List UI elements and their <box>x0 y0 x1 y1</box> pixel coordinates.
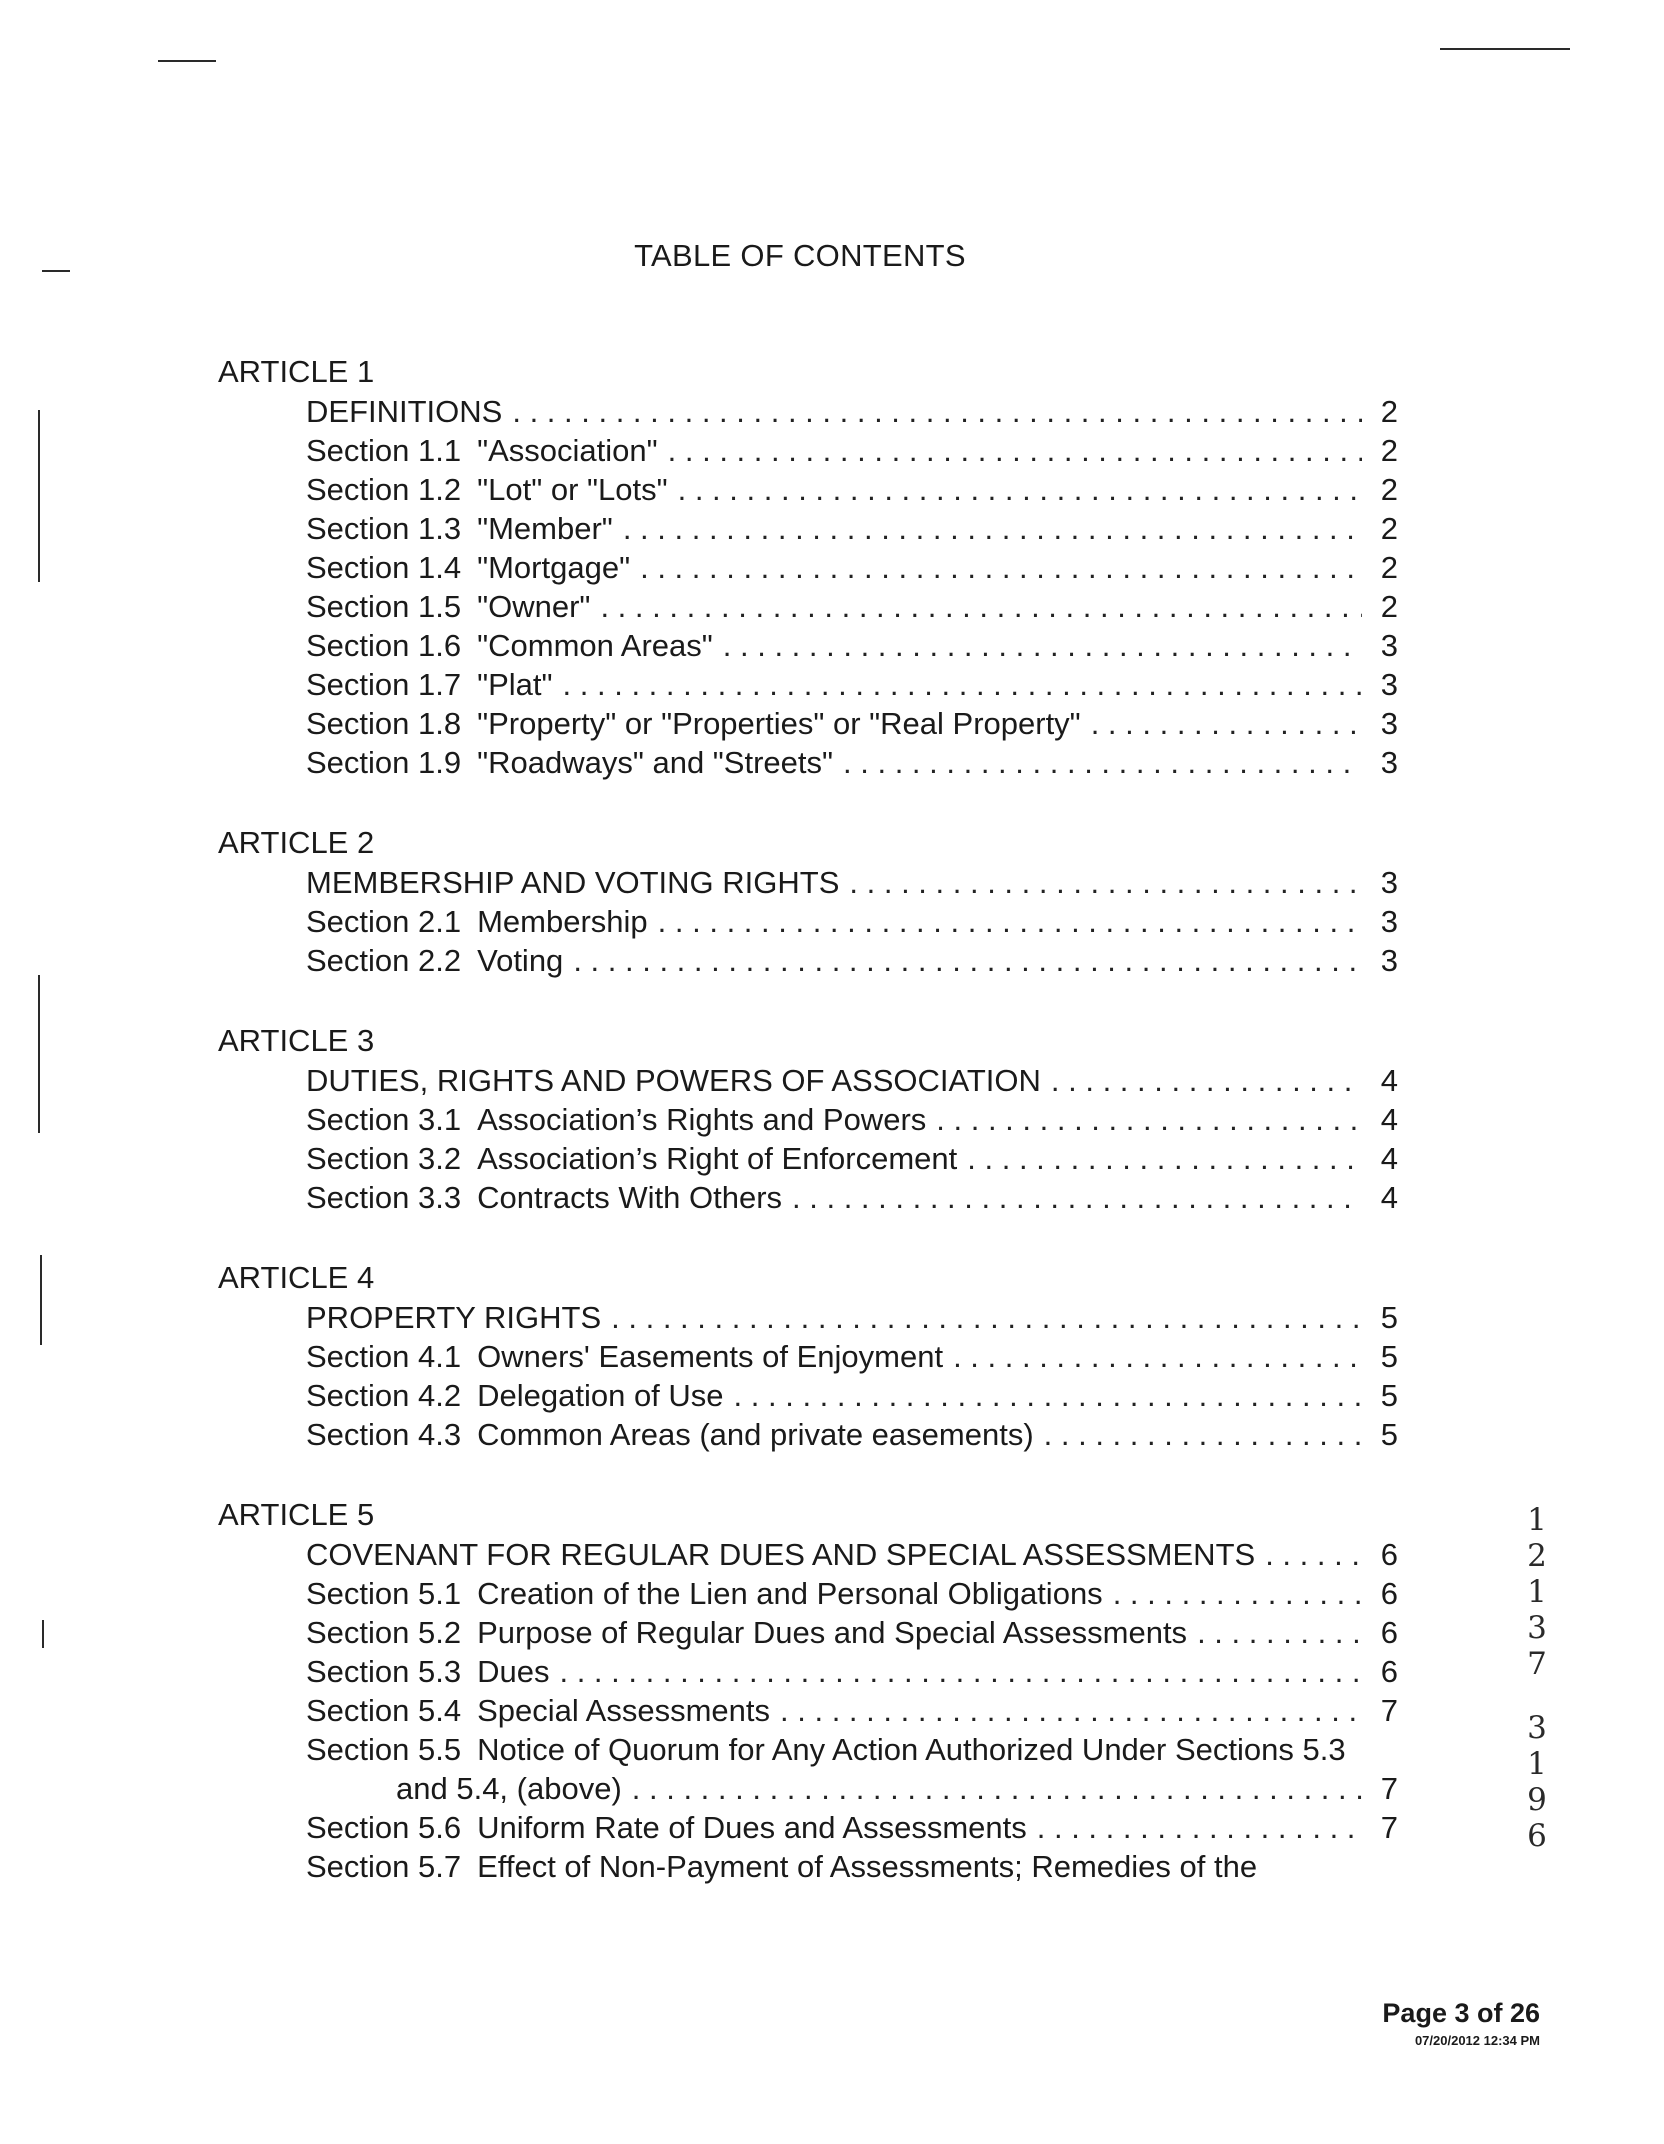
toc-entry-title <box>306 665 553 704</box>
dot-leader <box>1051 1061 1362 1100</box>
section-title: "Roadways" and "Streets" <box>477 745 834 780</box>
section-number: Section 1.2 <box>306 472 462 507</box>
toc-entry-title <box>306 704 1081 743</box>
toc-entry <box>396 1769 1398 1808</box>
toc-entry <box>306 1730 1398 1769</box>
dot-leader <box>559 1652 1362 1691</box>
toc-entry-title <box>306 431 658 470</box>
section-title: Owners' Easements of Enjoyment <box>477 1339 944 1374</box>
section-number: Section 5.2 <box>306 1615 462 1650</box>
page-ref: 2 <box>1380 394 1398 429</box>
section-number: Section 4.2 <box>306 1378 462 1413</box>
side-digit: 2 <box>1527 1538 1547 1574</box>
section-title: Dues <box>477 1654 550 1689</box>
dot-leader <box>1044 1415 1362 1454</box>
section-number: Section 4.3 <box>306 1417 462 1452</box>
section-title: Special Assessments <box>477 1693 771 1728</box>
toc-entry <box>306 1061 1398 1100</box>
toc-entry <box>306 1178 1398 1217</box>
article-block <box>218 1021 1398 1217</box>
section-number: Section 1.5 <box>306 589 462 624</box>
toc-entry-title <box>396 1769 622 1808</box>
page-ref: 2 <box>1380 472 1398 507</box>
article-block <box>218 352 1398 782</box>
toc-entry <box>306 1574 1398 1613</box>
toc-entry-title <box>306 863 839 902</box>
section-title: Membership <box>477 904 648 939</box>
scan-artifact <box>158 60 216 62</box>
side-digit: 1 <box>1527 1574 1547 1610</box>
toc-entry <box>306 704 1398 743</box>
section-title: "Association" <box>477 433 658 468</box>
toc-entry <box>306 470 1398 509</box>
toc-entry <box>306 665 1398 704</box>
page-ref: 2 <box>1380 433 1398 468</box>
section-number: Section 1.1 <box>306 433 462 468</box>
dot-leader <box>512 392 1362 431</box>
page-ref: 5 <box>1380 1339 1398 1374</box>
section-number: Section 5.3 <box>306 1654 462 1689</box>
scan-artifact <box>40 1255 42 1345</box>
dot-leader <box>623 509 1362 548</box>
dot-leader <box>723 626 1362 665</box>
article-block <box>218 823 1398 980</box>
toc-entry-title <box>306 1847 1257 1886</box>
toc-entry-title <box>306 1298 601 1337</box>
toc-entry-title <box>306 1574 1103 1613</box>
section-title: Voting <box>477 943 564 978</box>
side-digit: 6 <box>1527 1818 1547 1854</box>
article-label: ARTICLE 4 <box>218 1260 375 1295</box>
section-title: and 5.4, (above) <box>396 1771 622 1806</box>
page-ref: 2 <box>1380 589 1398 624</box>
dot-leader <box>678 470 1362 509</box>
toc-entry-title <box>306 941 563 980</box>
article-label: ARTICLE 5 <box>218 1497 375 1532</box>
toc-entry-title <box>306 392 502 431</box>
scan-artifact <box>1440 48 1570 50</box>
dot-leader <box>668 431 1362 470</box>
section-number: Section 4.1 <box>306 1339 462 1374</box>
section-title: Association’s Right of Enforcement <box>477 1141 958 1176</box>
toc-entry-title <box>306 1730 1346 1769</box>
toc-entry <box>306 1337 1398 1376</box>
dot-leader <box>780 1691 1362 1730</box>
toc-entry <box>306 1376 1398 1415</box>
scan-artifact <box>42 1620 44 1648</box>
page-ref: 4 <box>1380 1102 1398 1137</box>
section-number: Section 3.1 <box>306 1102 462 1137</box>
toc-entry <box>306 548 1398 587</box>
toc-entry <box>306 509 1398 548</box>
section-number: Section 1.6 <box>306 628 462 663</box>
toc-entry-title <box>306 470 668 509</box>
section-title: DEFINITIONS <box>306 394 503 429</box>
page-ref: 7 <box>1380 1693 1398 1728</box>
toc-entry <box>306 1298 1398 1337</box>
page-ref: 5 <box>1380 1378 1398 1413</box>
section-number: Section 5.5 <box>306 1732 462 1767</box>
section-number: Section 1.3 <box>306 511 462 546</box>
article-label: ARTICLE 1 <box>218 354 375 389</box>
page-ref: 3 <box>1380 667 1398 702</box>
page-ref: 3 <box>1380 706 1398 741</box>
side-digit: 3 <box>1527 1610 1547 1646</box>
toc-entry <box>306 392 1398 431</box>
toc-entry-title <box>306 1178 782 1217</box>
section-title: Association’s Rights and Powers <box>477 1102 927 1137</box>
page-ref: 3 <box>1380 745 1398 780</box>
page-ref: 3 <box>1380 628 1398 663</box>
toc-entry <box>306 1613 1398 1652</box>
page-title: TABLE OF CONTENTS <box>634 238 966 273</box>
toc-entry <box>306 902 1398 941</box>
section-title: DUTIES, RIGHTS AND POWERS OF ASSOCIATION <box>306 1063 1041 1098</box>
section-number: Section 1.9 <box>306 745 462 780</box>
page-ref: 4 <box>1380 1180 1398 1215</box>
section-title: "Mortgage" <box>477 550 631 585</box>
article-block <box>218 1258 1398 1454</box>
section-number: Section 2.2 <box>306 943 462 978</box>
section-number: Section 1.4 <box>306 550 462 585</box>
toc-entry-title <box>306 1535 1255 1574</box>
section-title: Effect of Non-Payment of Assessments; Remedies of the <box>477 1849 1258 1884</box>
article-block <box>218 1495 1398 1886</box>
toc-entry-title <box>306 1691 770 1730</box>
toc-entry <box>306 1535 1398 1574</box>
section-title: "Common Areas" <box>477 628 713 663</box>
section-title: MEMBERSHIP AND VOTING RIGHTS <box>306 865 840 900</box>
page-ref: 6 <box>1380 1615 1398 1650</box>
section-title: Purpose of Regular Dues and Special Assessments <box>477 1615 1188 1650</box>
page-ref: 4 <box>1380 1063 1398 1098</box>
side-digit <box>1522 1682 1552 1710</box>
side-digit: 3 <box>1527 1710 1547 1746</box>
page-ref: 5 <box>1380 1300 1398 1335</box>
toc-entry-title <box>306 1652 549 1691</box>
page-ref: 3 <box>1380 904 1398 939</box>
page-ref: 6 <box>1380 1654 1398 1689</box>
dot-leader <box>1113 1574 1362 1613</box>
toc-entry-title <box>306 1337 943 1376</box>
toc-entry <box>306 626 1398 665</box>
scan-artifact <box>38 975 40 1133</box>
toc-entry-title <box>306 1139 957 1178</box>
toc-entry <box>306 1691 1398 1730</box>
scan-artifact <box>38 410 40 582</box>
toc-entry <box>306 941 1398 980</box>
toc-entry <box>306 1100 1398 1139</box>
table-of-contents <box>218 352 1398 1927</box>
toc-entry <box>306 1652 1398 1691</box>
section-title: Uniform Rate of Dues and Assessments <box>477 1810 1027 1845</box>
dot-leader <box>563 665 1362 704</box>
section-number: Section 5.1 <box>306 1576 462 1611</box>
page-ref: 5 <box>1380 1417 1398 1452</box>
toc-entry-title <box>306 548 630 587</box>
dot-leader <box>936 1100 1362 1139</box>
page-ref: 4 <box>1380 1141 1398 1176</box>
dot-leader <box>611 1298 1362 1337</box>
toc-entry <box>306 1139 1398 1178</box>
dot-leader <box>843 743 1362 782</box>
dot-leader <box>953 1337 1362 1376</box>
page-ref: 6 <box>1380 1576 1398 1611</box>
section-number: Section 1.7 <box>306 667 462 702</box>
section-title: "Lot" or "Lots" <box>477 472 668 507</box>
side-document-number <box>1522 1502 1552 1854</box>
toc-entry-title <box>306 1613 1187 1652</box>
toc-entry <box>306 587 1398 626</box>
page-ref: 7 <box>1380 1771 1398 1806</box>
section-number: Section 2.1 <box>306 904 462 939</box>
section-number: Section 5.6 <box>306 1810 462 1845</box>
toc-entry-title <box>306 587 590 626</box>
dot-leader <box>734 1376 1362 1415</box>
section-title: Delegation of Use <box>477 1378 724 1413</box>
section-title: PROPERTY RIGHTS <box>306 1300 602 1335</box>
page-ref: 6 <box>1380 1537 1398 1572</box>
article-label: ARTICLE 3 <box>218 1023 375 1058</box>
toc-entry-title <box>306 1376 724 1415</box>
dot-leader <box>1197 1613 1362 1652</box>
toc-entry-title <box>306 626 713 665</box>
section-number: Section 1.8 <box>306 706 462 741</box>
dot-leader <box>1265 1535 1362 1574</box>
section-number: Section 5.7 <box>306 1849 462 1884</box>
toc-entry-title <box>306 1061 1041 1100</box>
toc-entry-title <box>306 1808 1027 1847</box>
print-timestamp: 07/20/2012 12:34 PM <box>1414 2033 1540 2048</box>
section-title: "Owner" <box>477 589 591 624</box>
side-digit: 9 <box>1527 1782 1547 1818</box>
side-digit: 1 <box>1527 1502 1547 1538</box>
page-ref: 2 <box>1380 511 1398 546</box>
section-title: "Plat" <box>477 667 553 702</box>
toc-entry-title <box>306 509 613 548</box>
dot-leader <box>967 1139 1362 1178</box>
footer <box>1382 1998 1540 2048</box>
toc-entry-title <box>306 1415 1034 1454</box>
section-title: "Property" or "Properties" or "Real Property" <box>477 706 1081 741</box>
dot-leader <box>1037 1808 1362 1847</box>
toc-entry <box>306 743 1398 782</box>
section-number: Section 3.2 <box>306 1141 462 1176</box>
dot-leader <box>600 587 1362 626</box>
dot-leader <box>849 863 1362 902</box>
page-ref: 2 <box>1380 550 1398 585</box>
page-ref: 3 <box>1380 865 1398 900</box>
dot-leader <box>658 902 1362 941</box>
section-title: Notice of Quorum for Any Action Authorized Under Sections 5.3 <box>477 1732 1346 1767</box>
section-title: Contracts With Others <box>477 1180 783 1215</box>
page-number: Page 3 of 26 <box>1382 1998 1540 2028</box>
dot-leader <box>792 1178 1362 1217</box>
section-title: Creation of the Lien and Personal Obligations <box>477 1576 1103 1611</box>
toc-entry <box>306 863 1398 902</box>
toc-entry <box>306 431 1398 470</box>
section-title: COVENANT FOR REGULAR DUES AND SPECIAL ASSESSMENTS <box>306 1537 1256 1572</box>
dot-leader <box>573 941 1362 980</box>
toc-entry <box>306 1847 1398 1886</box>
toc-entry <box>306 1808 1398 1847</box>
toc-entry <box>306 1415 1398 1454</box>
toc-entry-title <box>306 902 648 941</box>
dot-leader <box>632 1769 1362 1808</box>
section-number: Section 5.4 <box>306 1693 462 1728</box>
side-digit: 7 <box>1527 1646 1547 1682</box>
page-ref: 3 <box>1380 943 1398 978</box>
toc-entry-title <box>306 743 833 782</box>
dot-leader <box>640 548 1362 587</box>
article-label: ARTICLE 2 <box>218 825 375 860</box>
section-title: "Member" <box>477 511 613 546</box>
section-number: Section 3.3 <box>306 1180 462 1215</box>
toc-entry-title <box>306 1100 926 1139</box>
section-title: Common Areas (and private easements) <box>477 1417 1034 1452</box>
page-ref: 7 <box>1380 1810 1398 1845</box>
dot-leader <box>1091 704 1362 743</box>
side-digit: 1 <box>1527 1746 1547 1782</box>
